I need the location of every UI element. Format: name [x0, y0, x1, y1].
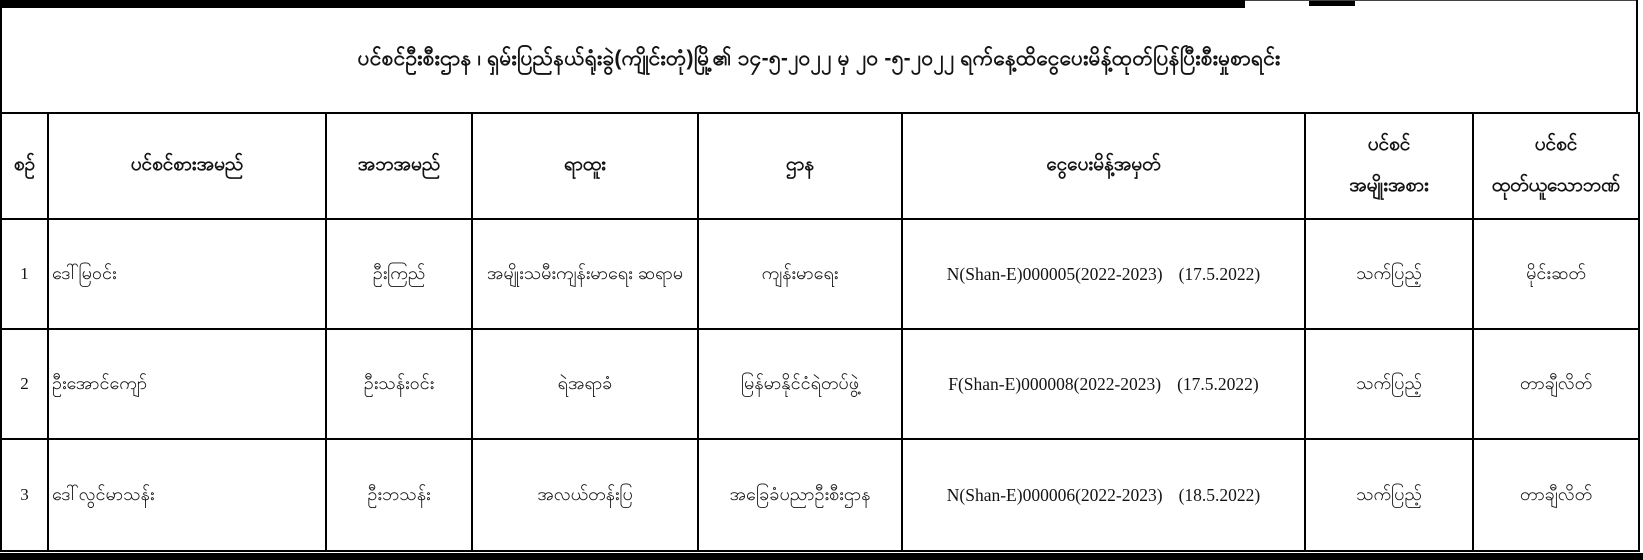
- col-header-pension-type-line2: အမျိုးအစား: [1349, 175, 1429, 196]
- cell-payment-order: [902, 219, 1305, 329]
- title-box: [0, 0, 1638, 112]
- cell-pensioner-name: ဒေါ်မြဝင်း: [48, 219, 326, 329]
- payment-order-number: F(Shan-E)000008(2022-2023): [948, 373, 1162, 394]
- cell-pension-type: သက်ပြည့်: [1305, 219, 1473, 329]
- cell-pension-type: သက်ပြည့်: [1305, 439, 1473, 551]
- cell-father-name: ဦးကြည်: [326, 219, 472, 329]
- cell-position: အမျိုးသမီးကျန်းမာရေး ဆရာမ: [472, 219, 698, 329]
- col-header-bank: [1473, 113, 1639, 219]
- col-header-payment-order: ငွေပေးမိန့်အမှတ်: [902, 113, 1305, 219]
- table-row: [1, 439, 1639, 551]
- header-row: [1, 113, 1639, 219]
- cell-father-name: ဦးဘသန်း: [326, 439, 472, 551]
- col-header-pension-type: [1305, 113, 1473, 219]
- cell-payment-order: [902, 329, 1305, 439]
- cell-bank: တာချီလိတ်: [1473, 329, 1639, 439]
- cell-no: 3: [1, 439, 48, 551]
- page-title: ပင်စင်ဦးစီးဌာန ၊ ရှမ်းပြည်နယ်ရုံးခွဲ(ကျိုင်းတုံ)မြို့၏ ၁၄-၅-၂၀၂၂ မှ ၂၀ -၅-၂၀၂၂ ရက်နေ့ထိငွေပေးမိန့်ထုတ်ပြန်ပြီးစီးမှုစာရင်း: [357, 46, 1281, 70]
- cell-payment-order: [902, 439, 1305, 551]
- col-header-pensioner-name: ပင်စင်စားအမည်: [48, 113, 326, 219]
- cell-no: 1: [1, 219, 48, 329]
- table-row: [1, 219, 1639, 329]
- payment-order-number: N(Shan-E)000005(2022-2023): [946, 263, 1163, 284]
- cell-department: ကျန်းမာရေး: [698, 219, 902, 329]
- cell-pension-type: သက်ပြည့်: [1305, 329, 1473, 439]
- col-header-pension-type-line1: ပင်စင်: [1367, 134, 1411, 156]
- col-header-position: ရာထူး: [472, 113, 698, 219]
- cell-position: ရဲအရာခံ: [472, 329, 698, 439]
- cell-bank: မိုင်းဆတ်: [1473, 219, 1639, 329]
- cell-department: မြန်မာနိုင်ငံရဲတပ်ဖွဲ့: [698, 329, 902, 439]
- cell-bank: တာချီလိတ်: [1473, 439, 1639, 551]
- cell-pensioner-name: ဒေါ်လွင်မာသန်း: [48, 439, 326, 551]
- cell-no: 2: [1, 329, 48, 439]
- cell-pensioner-name: ဦးအောင်ကျော်: [48, 329, 326, 439]
- table-row: [1, 329, 1639, 439]
- col-header-bank-line2: ထုတ်ယူသောဘဏ်: [1491, 175, 1621, 196]
- pension-table: [0, 112, 1640, 552]
- payment-order-number: N(Shan-E)000006(2022-2023): [946, 484, 1163, 505]
- payment-order-date: (18.5.2022): [1178, 484, 1261, 505]
- col-header-department: ဌာန: [698, 113, 902, 219]
- col-header-father-name: အဘအမည်: [326, 113, 472, 219]
- cell-department: အခြေခံပညာဦးစီးဌာန: [698, 439, 902, 551]
- payment-order-date: (17.5.2022): [1177, 373, 1259, 394]
- bottom-border-bar: [0, 553, 1643, 560]
- col-header-bank-line1: ပင်စင်: [1534, 134, 1578, 156]
- cell-position: အလယ်တန်းပြ: [472, 439, 698, 551]
- cell-father-name: ဦးသန်းဝင်း: [326, 329, 472, 439]
- payment-order-date: (17.5.2022): [1178, 263, 1261, 284]
- col-header-no: စဉ်: [1, 113, 48, 219]
